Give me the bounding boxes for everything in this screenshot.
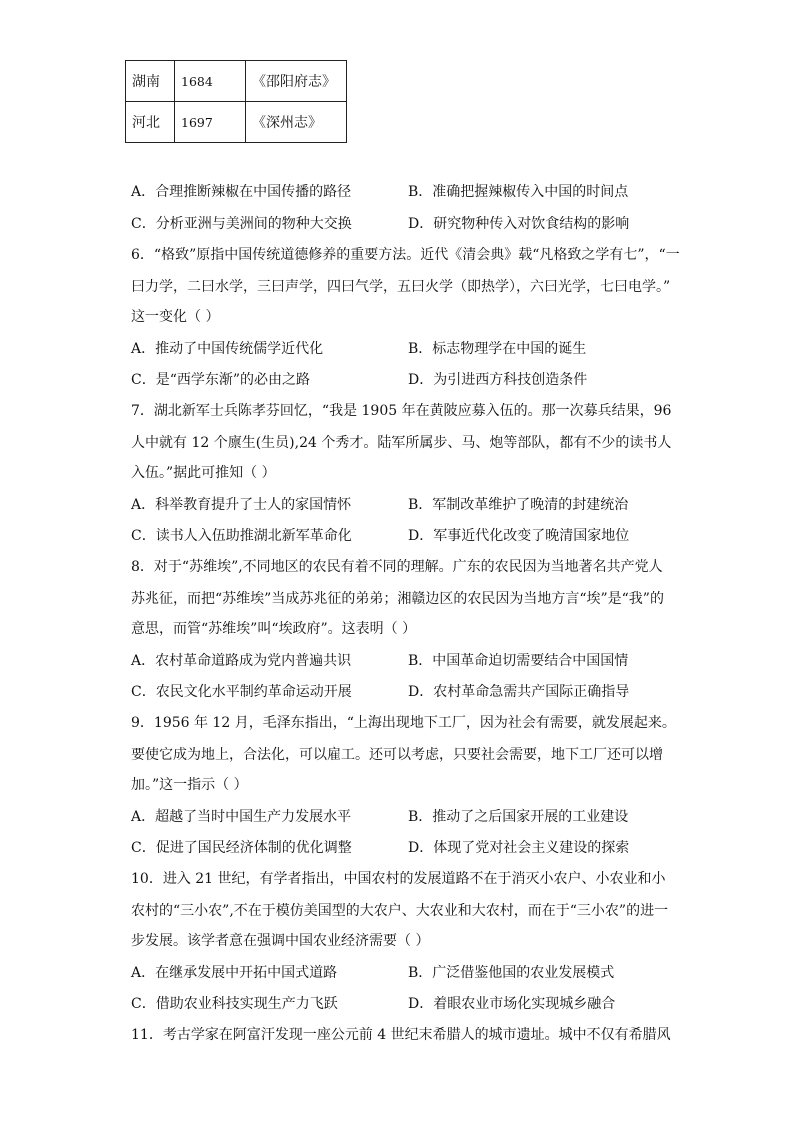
q5-option-b[interactable]: B．准确把握辣椒传入中国的时间点	[408, 184, 629, 200]
q10-option-c[interactable]: C．借助农业科技实现生产力飞跃	[131, 996, 338, 1012]
q6-option-b[interactable]: B．标志物理学在中国的诞生	[408, 341, 587, 357]
q10-stem-line-3: 步发展。该学者意在强调中国农业经济需要（ ）	[131, 933, 430, 949]
q9-stem-line-2: 要使它成为地上，合法化，可以雇工。还可以考虑，只要社会需要，地下工厂还可以增	[131, 747, 663, 763]
source-cell: 《邵阳府志》	[246, 61, 347, 102]
q10-option-a[interactable]: A．在继承发展中开拓中国式道路	[131, 965, 338, 981]
q8-option-d[interactable]: D．农村革命急需共产国际正确指导	[408, 684, 630, 700]
q5-option-a[interactable]: A．合理推断辣椒在中国传播的路径	[131, 184, 352, 200]
province-cell: 湖南	[126, 61, 175, 102]
q11-stem-line-1: 11．考古学家在阿富汗发现一座公元前 4 世纪末希腊人的城市遗址。城中不仅有希腊风	[131, 1027, 671, 1043]
q10-option-d[interactable]: D．着眼农业市场化实现城乡融合	[408, 996, 616, 1012]
q7-stem-line-1: 7．湖北新军士兵陈孝芬回忆，“我是 1905 年在黄陂应募入伍的。那一次募兵结果，96	[131, 403, 672, 419]
q9-stem-line-3: 加。”这一指示（ ）	[131, 777, 248, 793]
q7-stem-line-2: 人中就有 12 个廪生(生员),24 个秀才。陆军所属步、马、炮等部队，都有不少的读书人	[131, 435, 672, 451]
q5-option-d[interactable]: D．研究物种传入对饮食结构的影响	[408, 216, 630, 232]
q6-stem-line-1: 6．“格致”原指中国传统道德修养的重要方法。近代《清会典》载“凡格致之学有七”，“一	[131, 247, 680, 263]
table-row	[126, 61, 347, 102]
q9-option-d[interactable]: D．体现了党对社会主义建设的探索	[408, 840, 630, 856]
q9-stem-line-1: 9．1956 年 12 月，毛泽东指出，“上海出现地下工厂，因为社会有需要，就发展起来。	[131, 715, 676, 731]
q8-option-a[interactable]: A．农村革命道路成为党内普遍共识	[131, 653, 352, 669]
q6-option-c[interactable]: C．是“西学东渐”的必由之路	[131, 372, 311, 388]
q8-stem-line-2: 苏兆征，而把“苏维埃”当成苏兆征的弟弟；湘赣边区的农民因为当地方言“埃”是“我”的	[131, 591, 664, 607]
q8-option-c[interactable]: C．农民文化水平制约革命运动开展	[131, 684, 352, 700]
q8-stem-line-1: 8．对于“苏维埃”,不同地区的农民有着不同的理解。广东的农民因为当地著名共产党人	[131, 559, 663, 575]
q6-option-d[interactable]: D．为引进西方科技创造条件	[408, 372, 588, 388]
q6-stem-line-3: 这一变化（ ）	[131, 309, 220, 325]
year-cell: 1684	[175, 61, 246, 102]
q10-option-b[interactable]: B．广泛借鉴他国的农业发展模式	[408, 965, 615, 981]
q10-stem-line-2: 农村的“三小农”,不在于模仿美国型的大农户、大农业和大农村，而在于“三小农”的进一	[131, 903, 669, 919]
q9-option-a[interactable]: A．超越了当时中国生产力发展水平	[131, 809, 352, 825]
q7-option-a[interactable]: A．科举教育提升了士人的家国情怀	[131, 497, 352, 513]
q7-option-d[interactable]: D．军事近代化改变了晚清国家地位	[408, 528, 630, 544]
q7-option-b[interactable]: B．军制改革维护了晚清的封建统治	[408, 497, 629, 513]
table-row	[126, 102, 347, 143]
q7-stem-line-3: 入伍。”据此可推知（ ）	[131, 465, 276, 481]
q5-option-c[interactable]: C．分析亚洲与美洲间的物种大交换	[131, 216, 352, 232]
q7-option-c[interactable]: C．读书人入伍助推湖北新军革命化	[131, 528, 352, 544]
province-cell: 河北	[126, 102, 175, 143]
q10-stem-line-1: 10．进入 21 世纪，有学者指出，中国农村的发展道路不在于消灭小农户、小农业和小	[131, 871, 666, 887]
q6-stem-line-2: 曰力学，二曰水学，三曰声学，四曰气学，五曰火学（即热学），六曰光学，七曰电学。”	[131, 279, 671, 295]
q9-option-b[interactable]: B．推动了之后国家开展的工业建设	[408, 809, 629, 825]
q9-option-c[interactable]: C．促进了国民经济体制的优化调整	[131, 840, 352, 856]
q6-option-a[interactable]: A．推动了中国传统儒学近代化	[131, 341, 324, 357]
q8-option-b[interactable]: B．中国革命迫切需要结合中国国情	[408, 653, 629, 669]
q8-stem-line-3: 意思，而管“苏维埃”叫“埃政府”。这表明（ ）	[131, 621, 417, 637]
year-cell: 1697	[175, 102, 246, 143]
source-cell: 《深州志》	[246, 102, 347, 143]
chili-record-table	[125, 60, 347, 143]
